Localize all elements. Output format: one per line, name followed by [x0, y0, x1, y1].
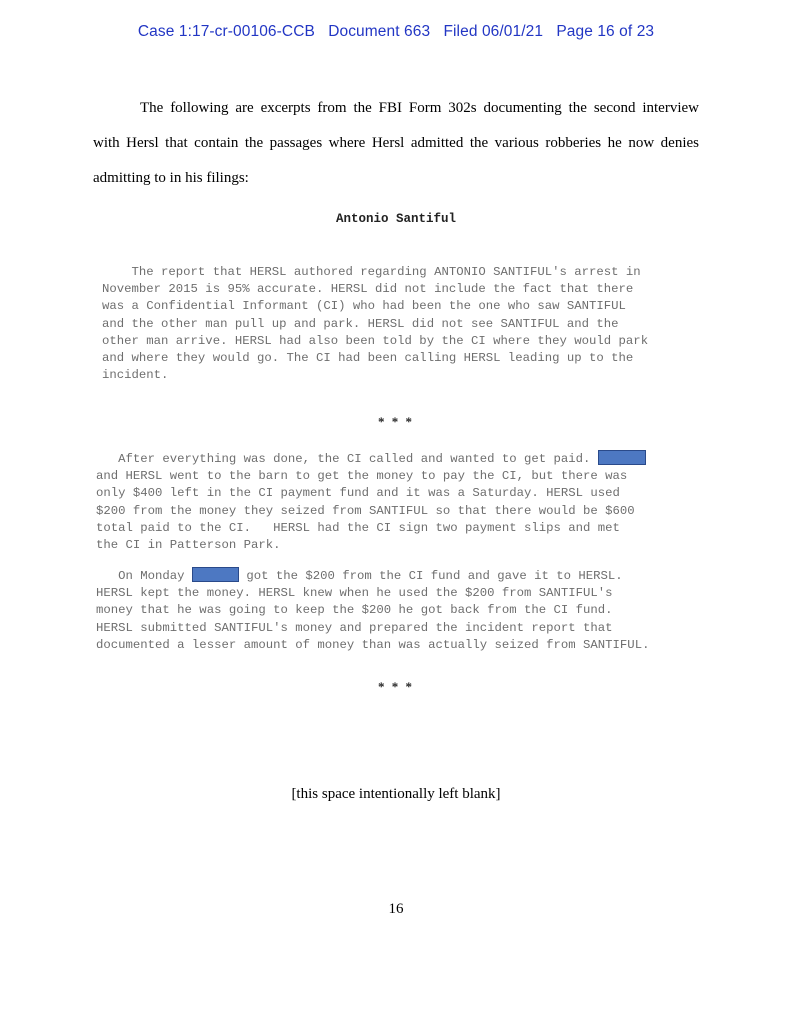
section-subheading: Antonio Santiful — [335, 212, 457, 226]
redaction-box — [192, 567, 239, 582]
intro-line: The following are excerpts from the FBI Form 302s documenting the second interview — [140, 100, 699, 116]
excerpt-line: After everything was done, the CI called and wanted to get paid. — [96, 452, 598, 466]
intro-line: admitting to in his filings: — [93, 170, 249, 186]
case-header — [0, 23, 792, 41]
excerpt-paragraph-3 — [96, 568, 649, 654]
excerpt-line: HERSL submitted SANTIFUL's money and prepared the incident report that — [96, 620, 613, 635]
case-number: Case 1:17-cr-00106-CCB — [137, 23, 315, 40]
excerpt-line: and HERSL went to the barn to get the money to pay the CI, but there was — [96, 469, 628, 484]
excerpt-paragraph-2 — [96, 451, 646, 554]
excerpt-line: incident. — [102, 368, 169, 383]
excerpt-line: money that he was going to keep the $200 he got back from the CI fund. — [96, 603, 613, 618]
excerpt-line: HERSL kept the money. HERSL knew when he used the $200 from SANTIFUL's — [96, 586, 613, 601]
intro-line: with Hersl that contain the passages where Hersl admitted the various robberies he now denies — [93, 135, 699, 151]
excerpt-paragraph-1 — [102, 264, 648, 384]
redaction-box — [598, 450, 646, 465]
page-number: 16 — [388, 901, 404, 917]
excerpt-line: the CI in Patterson Park. — [96, 538, 281, 553]
excerpt-line: November 2015 is 95% accurate. HERSL did not include the fact that there — [102, 282, 634, 297]
excerpt-line: and the other man pull up and park. HERSL did not see SANTIFUL and the — [102, 316, 619, 331]
excerpt-line: only $400 left in the CI payment fund and it was a Saturday. HERSL used — [96, 486, 620, 501]
section-separator: * * * — [378, 679, 414, 694]
excerpt-line: documented a lesser amount of money than was actually seized from SANTIFUL. — [96, 637, 650, 652]
document-number: Document 663 — [328, 23, 431, 40]
excerpt-line: The report that HERSL authored regarding ANTONIO SANTIFUL's arrest in — [102, 265, 641, 279]
filed-date: Filed 06/01/21 — [443, 23, 544, 40]
section-separator: * * * — [378, 414, 414, 429]
intro-paragraph — [93, 91, 699, 196]
excerpt-line: got the $200 from the CI fund and gave it to HERSL. — [238, 569, 623, 583]
blank-space-notice: [this space intentionally left blank] — [291, 786, 501, 802]
excerpt-line: On Monday — [96, 569, 192, 583]
excerpt-line: total paid to the CI. HERSL had the CI sign two payment slips and met — [96, 520, 620, 535]
excerpt-line: other man arrive. HERSL had also been told by the CI where they would park — [102, 333, 649, 348]
excerpt-line: and where they would go. The CI had been calling HERSL leading up to the — [102, 351, 634, 366]
page-indicator: Page 16 of 23 — [556, 23, 655, 40]
excerpt-line: was a Confidential Informant (CI) who had been the one who saw SANTIFUL — [102, 299, 626, 314]
excerpt-line: $200 from the money they seized from SANTIFUL so that there would be $600 — [96, 503, 635, 518]
